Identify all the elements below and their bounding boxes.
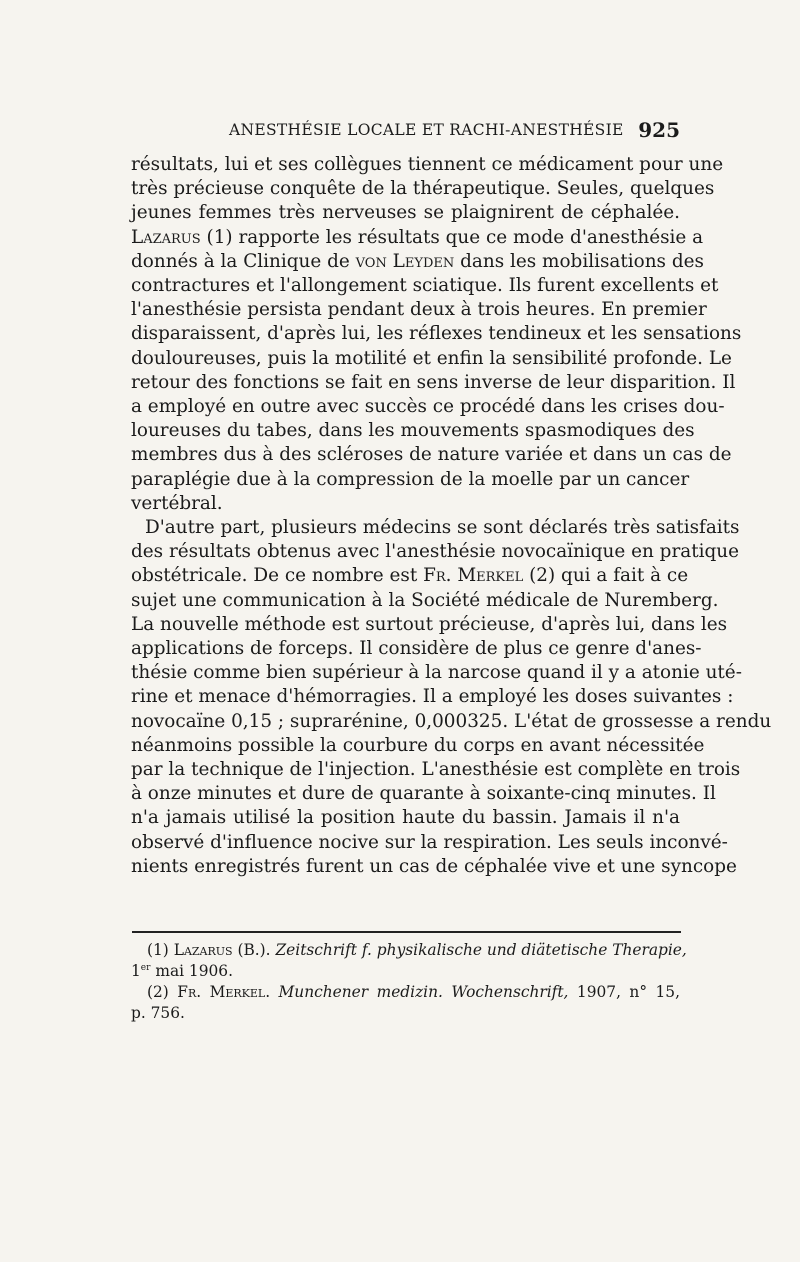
text-line: par la technique de l'injection. L'anesthésie est complète en trois (131, 759, 741, 781)
text-line: observé d'influence nocive sur la respiration. Les seuls inconvé- (131, 831, 728, 853)
text-line: néanmoins possible la courbure du corps en avant nécessitée (131, 734, 705, 756)
footnotes (131, 940, 687, 1024)
body-text (131, 153, 772, 879)
text-line: disparaissent, d'après lui, les réflexes tendineux et les sensations (131, 323, 742, 345)
text-line: donnés à la Clinique de von Leyden dans les mobilisations des (131, 250, 704, 272)
text-line: douloureuses, puis la motilité et enfin la sensibilité profonde. Le (131, 347, 732, 369)
text-line: D'autre part, plusieurs médecins se sont déclarés très satisfaits (145, 517, 740, 539)
author-name: Fr. Merkel (423, 565, 524, 587)
author-name: Lazarus (131, 226, 201, 248)
text-line: membres dus à des scléroses de nature variée et dans un cas de (131, 444, 732, 466)
text-line: obstétricale. De ce nombre est Fr. Merkel (2) qui a fait à ce (131, 565, 689, 587)
text-line: novocaïne 0,15 ; suprarénine, 0,000325. L'état de grossesse a rendu (131, 710, 772, 732)
text-line: retour des fonctions se fait en sens inverse de leur disparition. Il (131, 371, 736, 393)
text-line: contractures et l'allongement sciatique. Ils furent excellents et (131, 275, 719, 297)
text-line: thésie comme bien supérieur à la narcose quand il y a atonie uté- (131, 662, 742, 684)
page-number: 925 (638, 118, 680, 142)
text-line: Lazarus (1) rapporte les résultats que ce mode d'anesthésie a (131, 226, 704, 248)
text-line: a employé en outre avec succès ce procédé dans les crises dou- (131, 396, 725, 418)
footnote-divider (132, 931, 681, 933)
text-line: nients enregistrés furent un cas de céphalée vive et une syncope (131, 855, 737, 877)
text-line: vertébral. (131, 492, 223, 514)
text-line: jeunes femmes très nerveuses se plaignirent de céphalée. (131, 202, 680, 224)
text-line: La nouvelle méthode est surtout précieuse, d'après lui, dans les (131, 613, 728, 635)
text-line: n'a jamais utilisé la position haute du bassin. Jamais il n'a (131, 807, 680, 829)
text-line: très précieuse conquête de la thérapeutique. Seules, quelques (131, 178, 715, 200)
footnote-1-date: 1er mai 1906. (131, 962, 233, 980)
footnote-1: (1) Lazarus (B.). Zeitschrift f. physikalische und diätetische Therapie, (147, 941, 687, 959)
footnote-ref: (2) (529, 565, 556, 587)
text-line: applications de forceps. Il considère de plus ce genre d'anes- (131, 638, 702, 660)
footnote-journal: Zeitschrift f. physikalische und diätetische Therapie, (275, 941, 687, 959)
footnote-2-page: p. 756. (131, 1004, 185, 1022)
text-line: rine et menace d'hémorragies. Il a employé les doses suivantes : (131, 686, 734, 708)
text-line: sujet une communication à la Société médicale de Nuremberg. (131, 589, 719, 611)
text-line: à onze minutes et dure de quarante à soixante-cinq minutes. Il (131, 783, 716, 805)
text-line: paraplégie due à la compression de la moelle par un cancer (131, 468, 690, 490)
footnote-author: Lazarus (173, 941, 233, 959)
running-title: ANESTHÉSIE LOCALE ET RACHI-ANESTHÉSIE (229, 121, 624, 139)
text-line: l'anesthésie persista pendant deux à trois heures. En premier (131, 299, 707, 321)
text-line: des résultats obtenus avec l'anesthésie novocaïnique en pratique (131, 541, 739, 563)
footnote-ref: (1) (206, 226, 233, 248)
author-name: von Leyden (355, 250, 455, 272)
footnote-journal: Munchener medizin. Wochenschrift, (278, 983, 569, 1001)
footnote-author: Fr. Merkel. (177, 983, 271, 1001)
footnote-2: (2) Fr. Merkel. Munchener medizin. Wochenschrift, 1907, n° 15, (147, 983, 680, 1001)
running-head (131, 118, 680, 148)
text-line: loureuses du tabes, dans les mouvements spasmodiques des (131, 420, 695, 442)
text-line: résultats, lui et ses collègues tiennent ce médicament pour une (131, 154, 724, 175)
